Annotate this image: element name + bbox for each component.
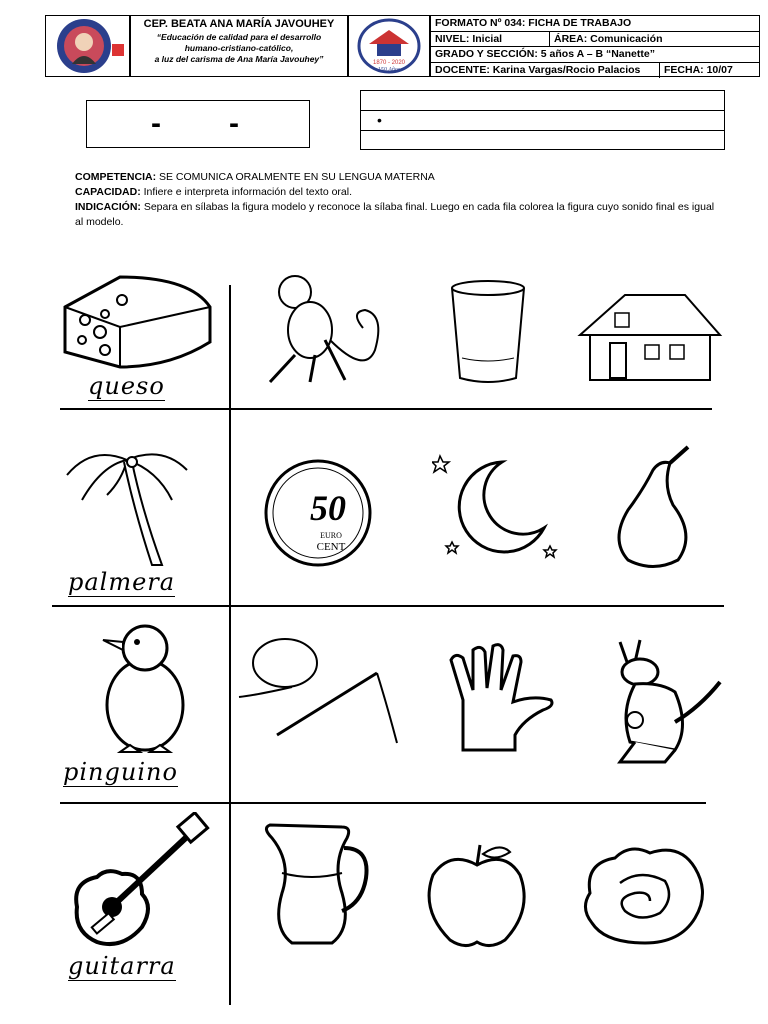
- cheese-icon: [60, 272, 215, 372]
- row-divider: [52, 605, 724, 607]
- school-motto: “Educación de calidad para el desarrollo humano-cristiano-católico, a luz del carisma de Ana María Javouhey”: [154, 32, 324, 64]
- teacher-row: DOCENTE: Karina Vargas/Rocio Palacios FECHA: 10/07: [431, 63, 759, 79]
- model-word: palmera: [68, 568, 176, 596]
- pear-icon: [608, 445, 698, 570]
- house-icon: [575, 285, 725, 382]
- row-divider: [60, 802, 706, 804]
- instructions: COMPETENCIA: SE COMUNICA ORALMENTE EN SU LENGUA MATERNA CAPACIDAD: Infiere e interpreta información del texto oral. INDICACIÓN: Separa en sílabas la figura modelo y reconoce la sílaba final. Luego en cada fila colorea la figura cuyo sonido final es igual al modelo.: [75, 171, 715, 228]
- monkey-icon: [255, 270, 405, 390]
- svg-text:1870 - 2020: 1870 - 2020: [372, 60, 406, 66]
- glass-icon: [448, 278, 528, 388]
- school-name: CEP. BEATA ANA MARÍA JAVOUHEY: [143, 18, 335, 30]
- model-word: queso: [88, 372, 165, 400]
- vertical-divider: [229, 285, 231, 1005]
- svg-text:150 Años: 150 Años: [377, 67, 401, 73]
- level-row: NIVEL: Inicial ÁREA: Comunicación: [431, 32, 759, 48]
- grade-row: GRADO Y SECCIÓN: 5 años A – B “Nanette”: [431, 47, 759, 63]
- student-box[interactable]: •: [360, 90, 725, 150]
- jug-icon: [262, 823, 372, 948]
- model-word: pinguino: [63, 758, 178, 786]
- penguin-icon: [95, 620, 195, 755]
- model-word: guitarra: [68, 952, 176, 980]
- kangaroo-icon: [605, 632, 725, 767]
- svg-text:50: 50: [310, 488, 346, 528]
- syllable-box[interactable]: - -: [86, 100, 310, 148]
- svg-text:EURO: EURO: [320, 531, 342, 540]
- palm-tree-icon: [62, 440, 192, 570]
- row-divider: [60, 408, 712, 410]
- school-info: [130, 15, 348, 77]
- school-logo: [45, 15, 130, 77]
- hand-icon: [443, 640, 558, 760]
- guitar-icon: [62, 812, 212, 952]
- rose-icon: [580, 843, 710, 948]
- coin-icon: [263, 458, 373, 568]
- needle-thread-icon: [237, 635, 402, 745]
- apple-icon: [425, 840, 530, 950]
- format-row: FORMATO Nº 034: FICHA DE TRABAJO: [431, 16, 759, 32]
- moon-icon: [432, 450, 562, 565]
- worksheet-info: [430, 15, 760, 77]
- anniversary-logo: [348, 15, 430, 77]
- svg-text:CENT: CENT: [316, 541, 346, 553]
